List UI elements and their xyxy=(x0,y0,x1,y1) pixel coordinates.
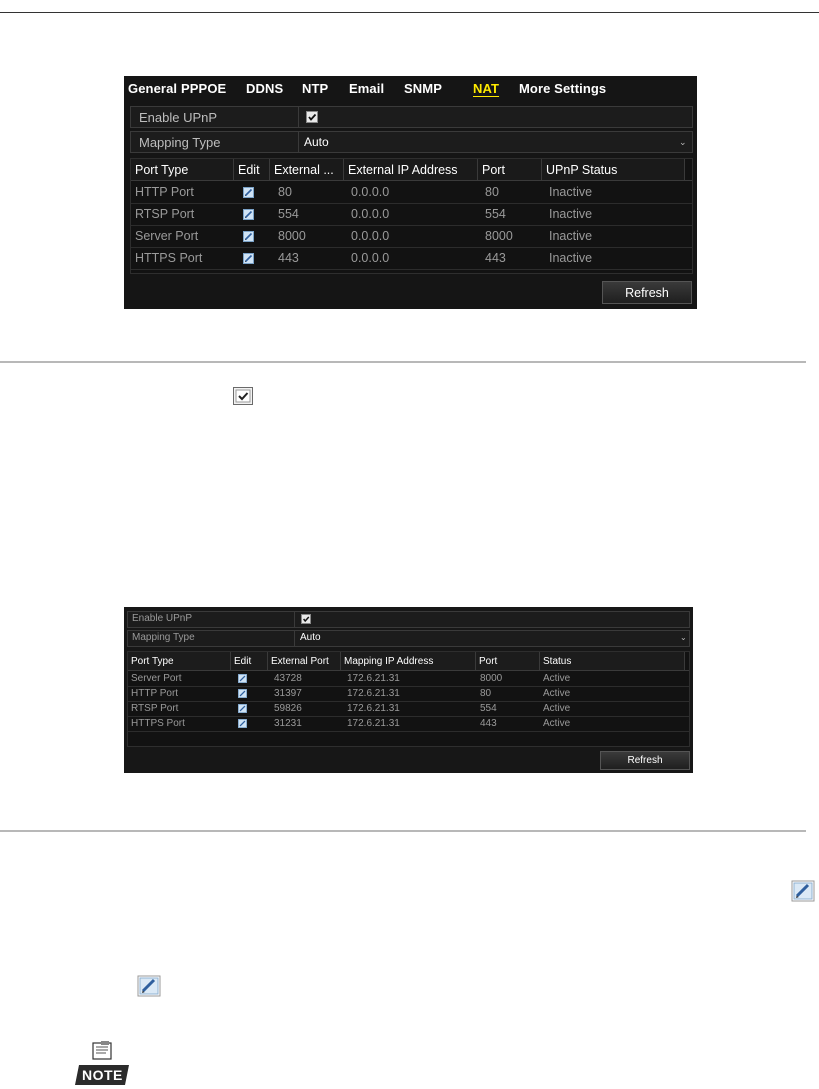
external-ip-cell: 0.0.0.0 xyxy=(351,207,390,221)
checkbox-checked-icon xyxy=(233,387,253,405)
upnp-status-cell: Inactive xyxy=(549,229,593,243)
table-row[interactable] xyxy=(131,247,692,270)
mapping-type-row xyxy=(130,131,693,153)
tab-nat[interactable]: NAT xyxy=(473,81,500,96)
table-header xyxy=(128,652,689,671)
mapping-type-label: Mapping Type xyxy=(139,135,221,150)
tab-pppoe[interactable]: PPPOE xyxy=(181,81,227,96)
table-row[interactable] xyxy=(128,701,689,717)
enable-upnp-label: Enable UPnP xyxy=(139,110,218,125)
port-type-cell: HTTPS Port xyxy=(135,251,203,265)
nat-settings-panel xyxy=(124,76,697,309)
status-cell: Active xyxy=(543,718,571,729)
col-port-type: Port Type xyxy=(131,159,234,180)
enable-upnp-row xyxy=(127,611,690,628)
mapping-type-row xyxy=(127,630,690,647)
edit-icon[interactable] xyxy=(243,187,254,198)
table-row[interactable] xyxy=(131,181,692,204)
external-port-cell: 43728 xyxy=(274,673,302,684)
status-cell: Active xyxy=(543,673,571,684)
refresh-button[interactable]: Refresh xyxy=(600,751,690,770)
port-type-cell: HTTPS Port xyxy=(131,718,185,729)
note-icon xyxy=(73,1041,131,1087)
table-row[interactable] xyxy=(131,203,692,226)
col-port-type: Port Type xyxy=(128,652,231,670)
port-cell: 554 xyxy=(480,703,497,714)
enable-upnp-checkbox[interactable] xyxy=(306,111,318,123)
edit-icon[interactable] xyxy=(238,719,247,728)
tab-general[interactable]: General xyxy=(128,81,178,96)
col-upnp-status: UPnP Status xyxy=(542,159,685,180)
checkbox-checked-icon xyxy=(307,112,317,122)
tab-email[interactable]: Email xyxy=(349,81,385,96)
port-cell: 8000 xyxy=(480,673,503,684)
table-row[interactable] xyxy=(128,671,689,687)
tab-ntp[interactable]: NTP xyxy=(302,81,329,96)
mapping-type-label: Mapping Type xyxy=(132,632,195,643)
chevron-down-icon[interactable]: ⌄ xyxy=(679,137,687,147)
external-port-cell: 443 xyxy=(278,251,299,265)
external-ip-cell: 0.0.0.0 xyxy=(351,229,390,243)
enable-upnp-checkbox[interactable] xyxy=(301,614,311,624)
edit-icon[interactable] xyxy=(243,253,254,264)
table-row[interactable] xyxy=(131,225,692,248)
table-header xyxy=(131,159,692,181)
port-cell: 80 xyxy=(480,688,492,699)
checkbox-checked-icon xyxy=(302,615,310,623)
col-mapping-ip: Mapping IP Address xyxy=(341,652,476,670)
col-status: Status xyxy=(540,652,685,670)
mapping-ip-cell: 172.6.21.31 xyxy=(347,673,400,684)
section-divider xyxy=(0,361,806,363)
external-port-cell: 8000 xyxy=(278,229,306,243)
note-label: NOTE xyxy=(82,1067,123,1083)
port-type-cell: Server Port xyxy=(135,229,199,243)
port-cell: 80 xyxy=(485,185,499,199)
header-rule xyxy=(0,12,819,13)
mapping-ip-cell: 172.6.21.31 xyxy=(347,703,400,714)
tab-bar xyxy=(124,76,697,102)
section-divider xyxy=(0,830,806,832)
external-port-cell: 80 xyxy=(278,185,292,199)
port-mapping-table xyxy=(130,158,693,274)
col-port: Port xyxy=(478,159,542,180)
upnp-status-cell: Inactive xyxy=(549,207,593,221)
upnp-status-cell: Inactive xyxy=(549,251,593,265)
status-cell: Active xyxy=(543,703,571,714)
port-cell: 554 xyxy=(485,207,506,221)
port-type-cell: Server Port xyxy=(131,673,182,684)
external-ip-cell: 0.0.0.0 xyxy=(351,185,390,199)
mapping-ip-cell: 172.6.21.31 xyxy=(347,688,400,699)
refresh-button[interactable]: Refresh xyxy=(602,281,692,304)
col-external-ip: External IP Address xyxy=(344,159,478,180)
enable-upnp-label: Enable UPnP xyxy=(132,613,193,624)
port-type-cell: HTTP Port xyxy=(131,688,179,699)
table-row[interactable] xyxy=(128,686,689,702)
tab-ddns[interactable]: DDNS xyxy=(246,81,284,96)
col-external-port: External ... xyxy=(270,159,344,180)
col-edit: Edit xyxy=(234,159,270,180)
tab-more-settings[interactable]: More Settings xyxy=(519,81,607,96)
nat-status-panel xyxy=(124,607,693,773)
status-cell: Active xyxy=(543,688,571,699)
edit-icon[interactable] xyxy=(238,674,247,683)
edit-icon[interactable] xyxy=(238,704,247,713)
table-row[interactable] xyxy=(128,716,689,732)
mapping-type-select[interactable]: Auto xyxy=(304,135,329,149)
edit-icon xyxy=(137,975,161,997)
port-cell: 8000 xyxy=(485,229,513,243)
port-cell: 443 xyxy=(485,251,506,265)
port-cell: 443 xyxy=(480,718,497,729)
port-type-cell: RTSP Port xyxy=(131,703,179,714)
mapping-ip-cell: 172.6.21.31 xyxy=(347,718,400,729)
port-type-cell: RTSP Port xyxy=(135,207,195,221)
tab-snmp[interactable]: SNMP xyxy=(404,81,442,96)
external-port-cell: 59826 xyxy=(274,703,302,714)
edit-icon xyxy=(791,880,815,902)
col-port: Port xyxy=(476,652,540,670)
enable-upnp-row xyxy=(130,106,693,128)
external-port-cell: 554 xyxy=(278,207,299,221)
port-mapping-table xyxy=(127,651,690,747)
port-type-cell: HTTP Port xyxy=(135,185,194,199)
edit-icon[interactable] xyxy=(238,689,247,698)
mapping-type-select[interactable]: Auto xyxy=(300,632,321,643)
edit-icon[interactable] xyxy=(243,231,254,242)
col-edit: Edit xyxy=(231,652,268,670)
external-ip-cell: 0.0.0.0 xyxy=(351,251,390,265)
col-external-port: External Port xyxy=(268,652,341,670)
upnp-status-cell: Inactive xyxy=(549,185,593,199)
external-port-cell: 31397 xyxy=(274,688,302,699)
edit-icon[interactable] xyxy=(243,209,254,220)
chevron-down-icon[interactable]: ⌄ xyxy=(680,633,687,642)
external-port-cell: 31231 xyxy=(274,718,302,729)
